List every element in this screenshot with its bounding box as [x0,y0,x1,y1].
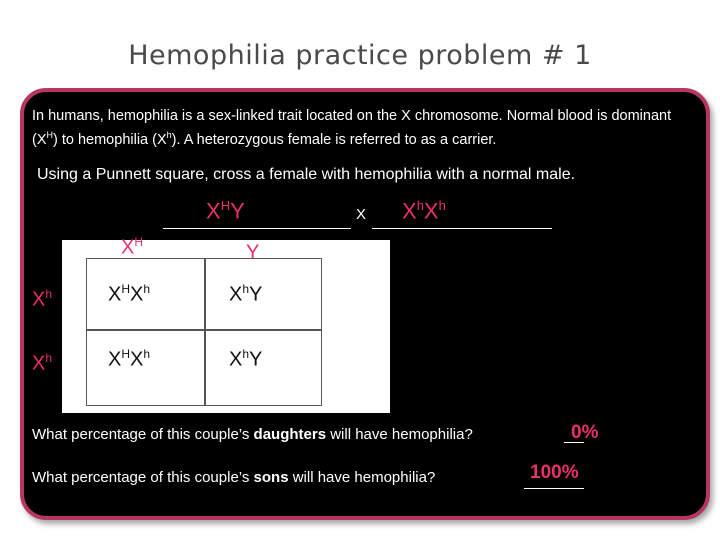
grid-divider-horizontal [87,329,321,331]
side-gamete-2: $X^h$ [32,351,53,375]
top-gamete-2: Y [246,241,260,264]
punnett-grid [86,258,322,406]
top-gamete-1: $X^H$ [121,235,144,259]
cross-symbol: X [356,206,367,223]
punnett-cell-2-1: $X^HX^h$ [108,347,151,371]
side-gamete-1: $X^h$ [32,287,53,311]
task-text: Using a Punnett square, cross a female with hemophilia with a normal male. [37,166,576,183]
male-answer-blank [372,202,552,229]
intro-text: In humans, hemophilia is a sex-linked trait located on the X chromosome. Normal blood is dominant $(X^H)$ to hemophilia $(X^h)$. A heterozygous female is referred to as a carrier. [32,108,672,148]
punnett-cell-1-2: $X^hY$ [229,282,263,306]
daughters-answer: 0% [571,422,599,443]
sons-answer: 100% [530,462,579,483]
punnett-cell-2-2: $X^hY$ [229,347,263,371]
male-genotype: $X^HY$ [206,198,245,224]
female-answer-blank [163,202,351,229]
punnett-cell-1-1: $X^HX^h$ [108,282,151,306]
grid-divider-vertical [204,259,206,405]
question-sons: What percentage of this couple’s sons will have hemophilia? [32,469,436,486]
slide-title: Hemophilia practice problem # 1 [128,40,592,71]
female-genotype: $X^hX^h$ [402,198,446,224]
question-daughters: What percentage of this couple’s daughters will have hemophilia? [32,426,473,443]
